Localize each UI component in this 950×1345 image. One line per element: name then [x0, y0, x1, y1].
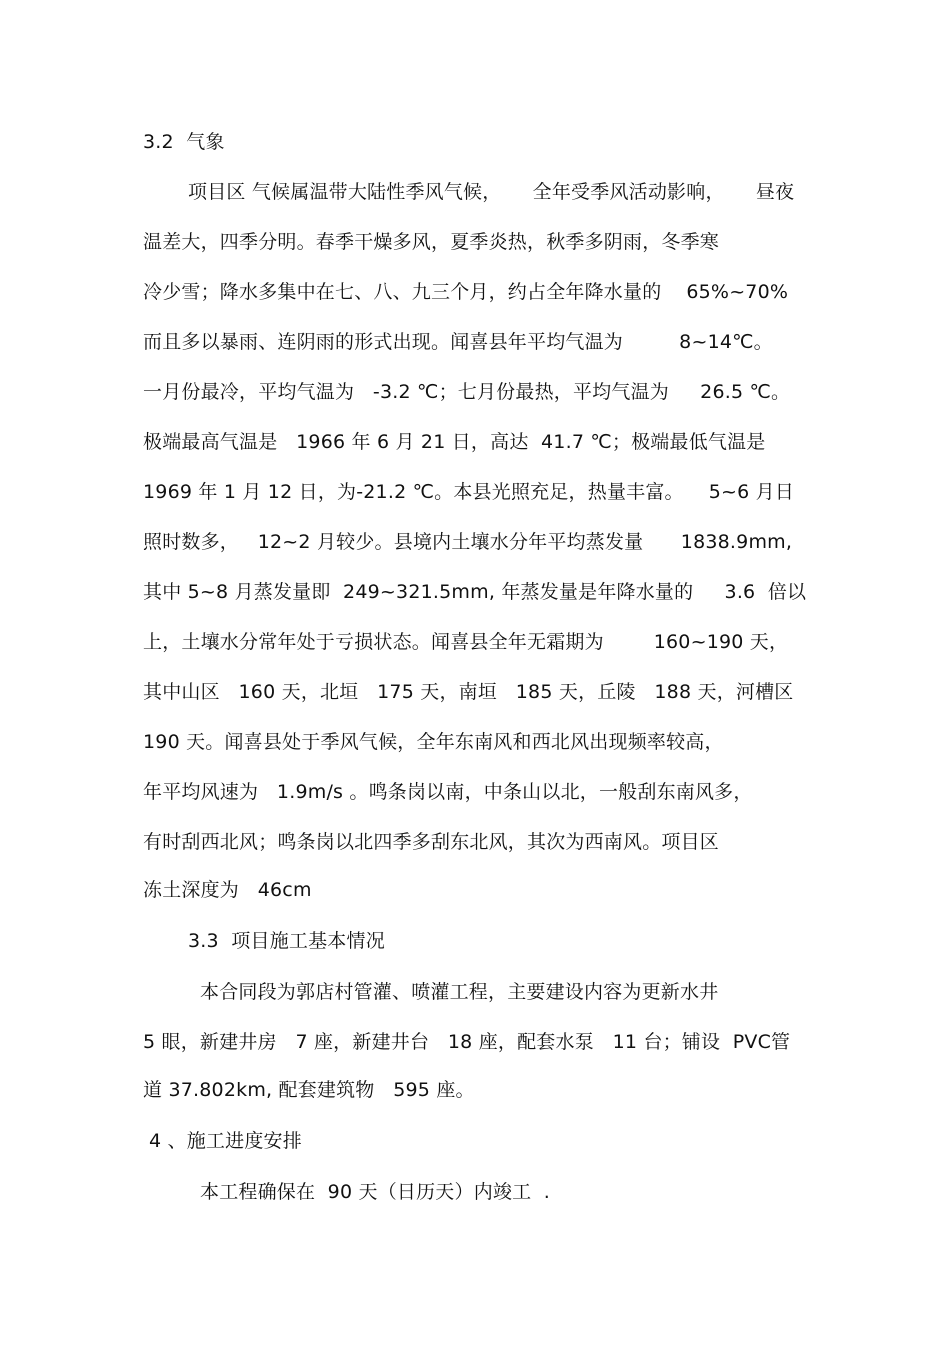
section-heading-3-2: 3.2 气象 [143, 131, 225, 153]
construction-paragraph-line: 本合同段为郭店村管灌、喷灌工程，主要建设内容为更新水井 [200, 981, 719, 1003]
climate-paragraph-line: 照时数多， 12~2 月较少。县境内土壤水分年平均蒸发量 1838.9mm, [143, 531, 793, 553]
construction-paragraph-line: 道 37.802km, 配套建筑物 595 座。 [143, 1079, 475, 1101]
climate-paragraph-line: 年平均风速为 1.9m/s 。鸣条岗以南，中条山以北，一般刮东南风多， [143, 781, 753, 803]
climate-paragraph-line: 190 天。闻喜县处于季风气候，全年东南风和西北风出现频率较高， [143, 731, 724, 753]
construction-paragraph-line: 5 眼，新建井房 7 座，新建井台 18 座，配套水泵 11 台；铺设 PVC管 [143, 1031, 791, 1053]
climate-paragraph-line: 上，土壤水分常年处于亏损状态。闻喜县全年无霜期为 160~190 天， [143, 631, 789, 653]
climate-paragraph-line: 其中 5~8 月蒸发量即 249~321.5mm, 年蒸发量是年降水量的 3.6 倍以 [143, 581, 807, 603]
climate-paragraph-line: 极端最高气温是 1966 年 6 月 21 日，高达 41.7 ℃；极端最低气温是 [143, 431, 766, 453]
climate-paragraph-line: 有时刮西北风；鸣条岗以北四季多刮东北风，其次为西南风。项目区 [143, 831, 720, 853]
climate-paragraph-line: 冻土深度为 46cm [143, 879, 312, 901]
section-heading-3-3: 3.3 项目施工基本情况 [188, 930, 385, 952]
climate-paragraph-line: 1969 年 1 月 12 日，为-21.2 ℃。本县光照充足，热量丰富。 5~6 月日 [143, 481, 795, 503]
schedule-paragraph-line: 本工程确保在 90 天（日历天）内竣工 . [200, 1181, 551, 1203]
climate-paragraph-line: 项目区 气候属温带大陆性季风气候， 全年受季风活动影响， 昼夜 [188, 181, 795, 203]
climate-paragraph-line: 其中山区 160 天，北垣 175 天，南垣 185 天，丘陵 188 天，河槽区 [143, 681, 794, 703]
section-heading-4: 4 、施工进度安排 [149, 1130, 302, 1152]
climate-paragraph-line: 一月份最冷，平均气温为 -3.2 ℃；七月份最热，平均气温为 26.5 ℃。 [143, 381, 791, 403]
climate-paragraph-line: 而且多以暴雨、连阴雨的形式出现。闻喜县年平均气温为 8~14℃。 [143, 331, 773, 353]
climate-paragraph-line: 冷少雪；降水多集中在七、八、九三个月，约占全年降水量的 65%~70% [143, 281, 789, 303]
climate-paragraph-line: 温差大，四季分明。春季干燥多风，夏季炎热，秋季多阴雨，冬季寒 [143, 231, 720, 253]
